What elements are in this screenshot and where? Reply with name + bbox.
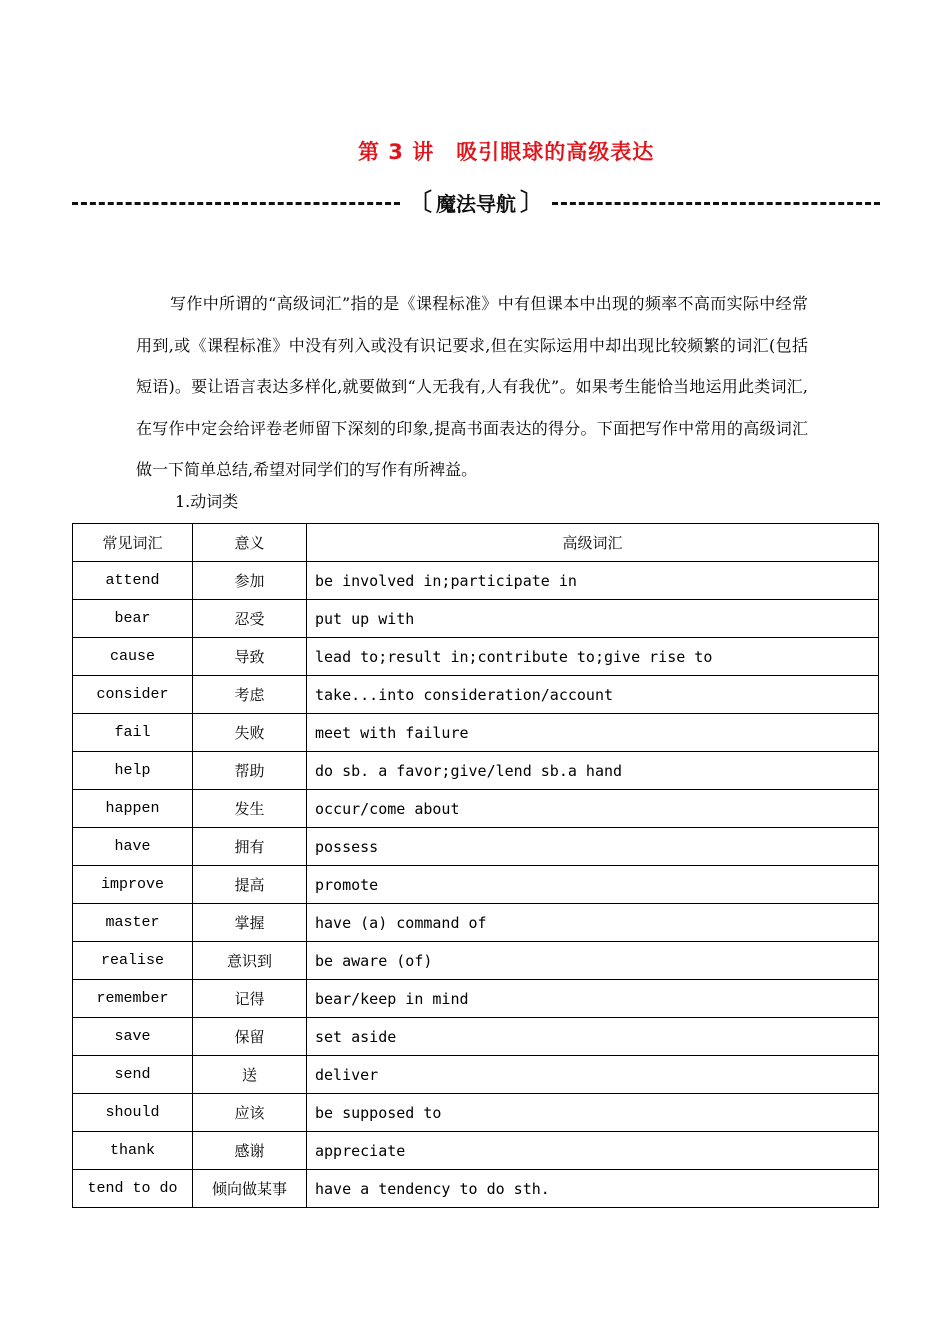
cell-common: cause: [73, 638, 193, 676]
cell-advanced: meet with failure: [307, 714, 879, 752]
cell-meaning: 拥有: [193, 828, 307, 866]
table-row: [73, 600, 879, 638]
cell-meaning: 记得: [193, 980, 307, 1018]
cell-advanced: lead to;result in;contribute to;give rise to: [307, 638, 879, 676]
right-bracket-icon: 〕: [520, 188, 544, 216]
table-row: [73, 1018, 879, 1056]
table-row: [73, 1170, 879, 1208]
header-meaning: 意义: [193, 524, 307, 562]
banner-dash-right: [552, 202, 880, 205]
cell-common: should: [73, 1094, 193, 1132]
cell-common: remember: [73, 980, 193, 1018]
cell-meaning: 忍受: [193, 600, 307, 638]
table-row: [73, 904, 879, 942]
cell-advanced: possess: [307, 828, 879, 866]
table-row: [73, 638, 879, 676]
cell-advanced: have a tendency to do sth.: [307, 1170, 879, 1208]
cell-common: consider: [73, 676, 193, 714]
intro-paragraph: 写作中所谓的“高级词汇”指的是《课程标准》中有但课本中出现的频率不高而实际中经常用到,或《课程标准》中没有列入或没有识记要求,但在实际运用中却出现比较频繁的词汇(包括短语)。要让语言表达多样化,就要做到“人无我有,人有我优”。如果考生能恰当地运用此类词汇,在写作中定会给评卷老师留下深刻的印象,提高书面表达的得分。下面把写作中常用的高级词汇做一下简单总结,希望对同学们的写作有所裨益。: [136, 294, 808, 479]
cell-common: improve: [73, 866, 193, 904]
banner-dash-left: [72, 202, 400, 205]
table-header-row: [73, 524, 879, 562]
table-row: [73, 828, 879, 866]
cell-advanced: promote: [307, 866, 879, 904]
table-row: [73, 942, 879, 980]
cell-advanced: set aside: [307, 1018, 879, 1056]
table-row: [73, 676, 879, 714]
table-row: [73, 980, 879, 1018]
table-row: [73, 714, 879, 752]
section-banner: [72, 186, 880, 218]
cell-common: master: [73, 904, 193, 942]
banner-text: 魔法导航: [436, 191, 516, 216]
header-common: 常见词汇: [73, 524, 193, 562]
table-body: [73, 562, 879, 1208]
header-advanced: 高级词汇: [307, 524, 879, 562]
table-row: [73, 866, 879, 904]
cell-common: send: [73, 1056, 193, 1094]
cell-advanced: deliver: [307, 1056, 879, 1094]
vocabulary-table: [72, 523, 879, 1208]
cell-meaning: 意识到: [193, 942, 307, 980]
cell-meaning: 参加: [193, 562, 307, 600]
cell-meaning: 应该: [193, 1094, 307, 1132]
cell-common: happen: [73, 790, 193, 828]
cell-advanced: have (a) command of: [307, 904, 879, 942]
cell-meaning: 失败: [193, 714, 307, 752]
cell-advanced: be supposed to: [307, 1094, 879, 1132]
cell-meaning: 送: [193, 1056, 307, 1094]
cell-meaning: 帮助: [193, 752, 307, 790]
section-heading: 1.动词类: [175, 492, 239, 511]
table-row: [73, 1132, 879, 1170]
cell-advanced: appreciate: [307, 1132, 879, 1170]
cell-common: have: [73, 828, 193, 866]
cell-meaning: 感谢: [193, 1132, 307, 1170]
cell-common: help: [73, 752, 193, 790]
left-bracket-icon: 〔: [408, 188, 432, 216]
table-row: [73, 790, 879, 828]
page-title: 第 3 讲 吸引眼球的高级表达: [358, 140, 655, 164]
cell-advanced: put up with: [307, 600, 879, 638]
cell-advanced: be aware (of): [307, 942, 879, 980]
cell-advanced: occur/come about: [307, 790, 879, 828]
cell-common: tend to do: [73, 1170, 193, 1208]
table-row: [73, 1056, 879, 1094]
cell-meaning: 倾向做某事: [193, 1170, 307, 1208]
cell-advanced: take...into consideration/account: [307, 676, 879, 714]
cell-advanced: bear/keep in mind: [307, 980, 879, 1018]
cell-common: realise: [73, 942, 193, 980]
cell-common: bear: [73, 600, 193, 638]
cell-meaning: 保留: [193, 1018, 307, 1056]
table-row: [73, 1094, 879, 1132]
table-row: [73, 752, 879, 790]
table-row: [73, 562, 879, 600]
cell-meaning: 导致: [193, 638, 307, 676]
cell-advanced: do sb. a favor;give/lend sb.a hand: [307, 752, 879, 790]
cell-common: fail: [73, 714, 193, 752]
cell-common: attend: [73, 562, 193, 600]
cell-common: save: [73, 1018, 193, 1056]
cell-meaning: 提高: [193, 866, 307, 904]
cell-common: thank: [73, 1132, 193, 1170]
banner-label: [400, 188, 552, 217]
cell-meaning: 掌握: [193, 904, 307, 942]
cell-meaning: 发生: [193, 790, 307, 828]
cell-meaning: 考虑: [193, 676, 307, 714]
cell-advanced: be involved in;participate in: [307, 562, 879, 600]
